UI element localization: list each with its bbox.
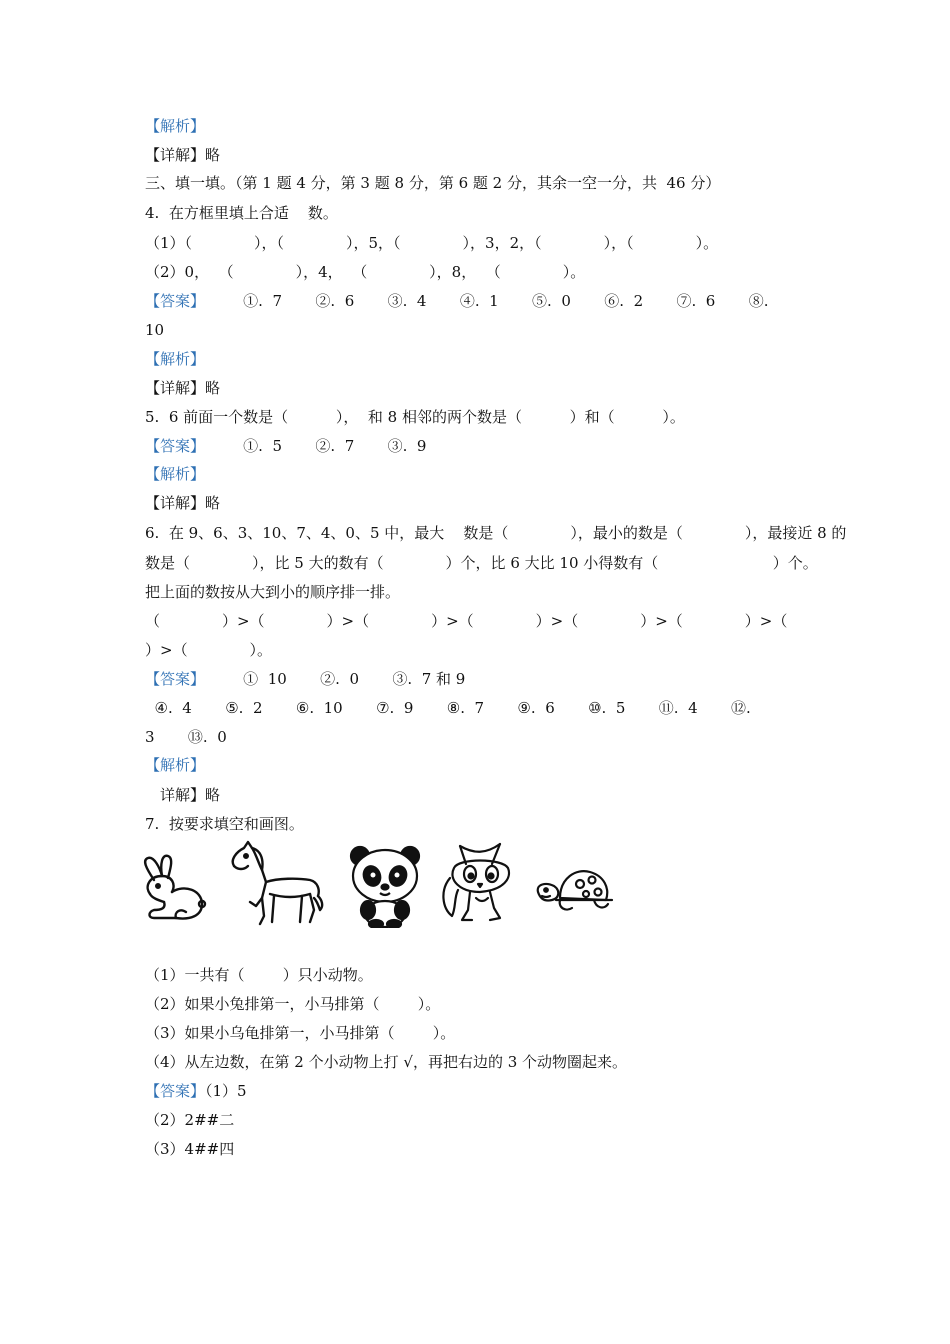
animal-illustrations xyxy=(140,838,620,928)
question-4-part-2: （2）0， （ ），4， （ ），8， （ ）。 xyxy=(145,263,586,281)
question-7: 7. 按要求填空和画图。 xyxy=(145,815,304,833)
detail-line: 【详解】略 xyxy=(145,146,221,164)
turtle-icon xyxy=(532,838,616,928)
question-6-line-1: 6. 在 9、6、3、10、7、4、0、5 中，最大 数是（ ），最小的数是（ ），最接近 8 的 xyxy=(145,524,847,542)
question-5: 5. 6 前面一个数是（ ）， 和 8 相邻的两个数是（ ）和（ ）。 xyxy=(145,408,685,426)
question-7-part-2: （2）如果小兔排第一，小马排第（ ）。 xyxy=(145,995,441,1013)
answer-line-6-cont2: 3 ⑬. 0 xyxy=(145,728,227,746)
answer-label: 【答案】 xyxy=(145,670,206,688)
answer-label: 【答案】 xyxy=(145,1082,206,1100)
analysis-label: 【解析】 xyxy=(145,465,206,483)
answer-line-7-part-2: （2）2##二 xyxy=(145,1111,235,1129)
answer-values: ①. 5 ②. 7 ③. 9 xyxy=(205,437,427,455)
analysis-label: 【解析】 xyxy=(145,350,206,368)
horse-icon xyxy=(226,838,326,928)
answer-label: 【答案】 xyxy=(145,437,206,455)
question-6-line-3: 把上面的数按从大到小的顺序排一排。 xyxy=(145,583,401,601)
question-7-part-4: （4）从左边数，在第 2 个小动物上打 √，再把右边的 3 个动物圈起来。 xyxy=(145,1053,628,1071)
question-7-part-1: （1）一共有（ ）只小动物。 xyxy=(145,966,373,984)
detail-line: 【详解】略 xyxy=(145,379,221,397)
panda-icon xyxy=(340,838,430,928)
question-7-part-3: （3）如果小乌龟排第一，小马排第（ ）。 xyxy=(145,1024,456,1042)
answer-line-5 xyxy=(145,436,426,456)
detail-line: 【详解】略 xyxy=(145,494,221,512)
analysis-label: 【解析】 xyxy=(145,756,206,774)
answer-line-7-part-3: （3）4##四 xyxy=(145,1140,235,1158)
answer-values: ①. 7 ②. 6 ③. 4 ④. 1 ⑤. 0 ⑥. 2 ⑦. 6 ⑧. xyxy=(205,292,769,310)
answer-line-6-cont: ④. 4 ⑤. 2 ⑥. 10 ⑦. 9 ⑧. 7 ⑨. 6 ⑩. 5 ⑪. 4 ⑫. xyxy=(145,699,751,717)
fox-icon xyxy=(440,838,520,928)
answer-values: ① 10 ②. 0 ③. 7 和 9 xyxy=(205,670,466,688)
answer-line-4 xyxy=(145,291,769,311)
question-6-line-4: （ ）>（ ）>（ ）>（ ）>（ ）>（ ）>（ xyxy=(145,612,788,630)
question-4-part-1: （1）（ ），（ ），5，（ ），3，2，（ ），（ ）。 xyxy=(145,234,719,252)
question-6-line-5: ）>（ ）。 xyxy=(145,641,273,659)
detail-line: 详解】略 xyxy=(160,786,221,804)
rabbit-icon xyxy=(140,838,208,928)
question-6-line-2: 数是（ ），比 5 大的数有（ ）个，比 6 大比 10 小得数有（ ）个。 xyxy=(145,554,818,572)
analysis-label: 【解析】 xyxy=(145,117,206,135)
question-4: 4. 在方框里填上合适 数。 xyxy=(145,204,338,222)
answer-line-6 xyxy=(145,669,465,689)
answer-label: 【答案】 xyxy=(145,292,206,310)
section-heading: 三、填一填。（第 1 题 4 分，第 3 题 8 分，第 6 题 2 分，其余一空一分，共 46 分） xyxy=(145,174,721,192)
answer-values: （1）5 xyxy=(205,1082,247,1100)
answer-line-7 xyxy=(145,1081,247,1101)
answer-line-4-cont: 10 xyxy=(145,321,165,339)
